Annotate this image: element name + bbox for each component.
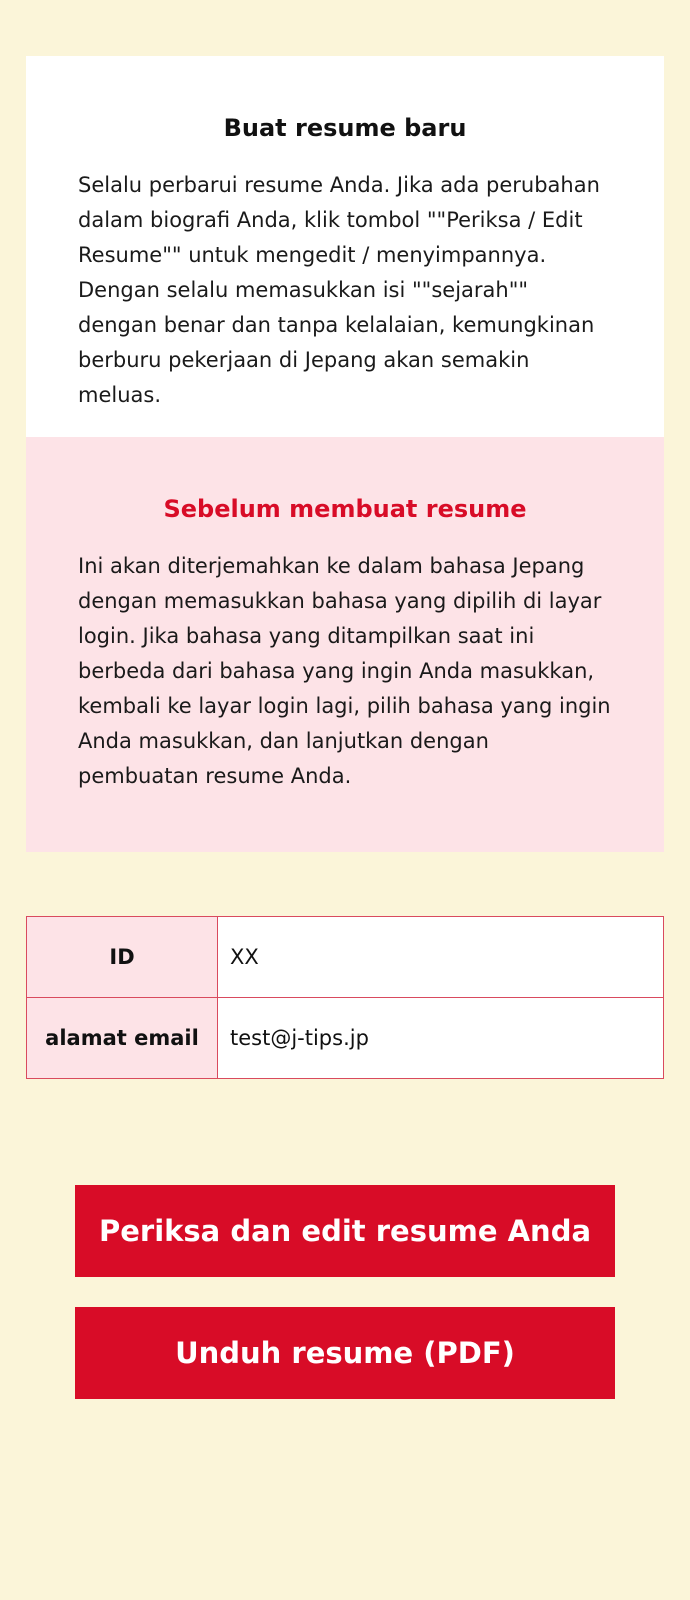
table-row-email	[27, 998, 664, 1079]
intro-title: Buat resume baru	[223, 114, 467, 142]
edit-resume-button[interactable]: Periksa dan edit resume Anda	[75, 1185, 615, 1277]
id-value: XX	[218, 917, 664, 998]
notice-card	[26, 437, 664, 852]
account-info-table	[26, 916, 664, 1079]
email-value: test@j-tips.jp	[218, 998, 664, 1079]
notice-title: Sebelum membuat resume	[163, 495, 527, 523]
download-pdf-button[interactable]: Unduh resume (PDF)	[75, 1307, 615, 1399]
intro-card	[26, 56, 664, 437]
resume-page	[26, 56, 664, 1370]
table-row-id	[27, 917, 664, 998]
email-label: alamat email	[27, 998, 218, 1079]
notice-text: Ini akan diterjemahkan ke dalam bahasa Jepang dengan memasukkan bahasa yang dipilih di layar login. Jika bahasa yang ditampilkan saat ini berbeda dari bahasa yang ingin Anda masukkan, kembali ke layar login lagi, pilih bahasa yang ingin Anda masukkan, dan lanjutkan dengan pembuatan resume Anda.	[78, 554, 611, 788]
id-label: ID	[27, 917, 218, 998]
intro-text: Selalu perbarui resume Anda. Jika ada perubahan dalam biografi Anda, klik tombol ""Periksa / Edit Resume"" untuk mengedit / menyimpannya. Dengan selalu memasukkan isi ""sejarah"" dengan benar dan tanpa kelalaian, kemungkinan berburu pekerjaan di Jepang akan semakin meluas.	[78, 173, 600, 407]
